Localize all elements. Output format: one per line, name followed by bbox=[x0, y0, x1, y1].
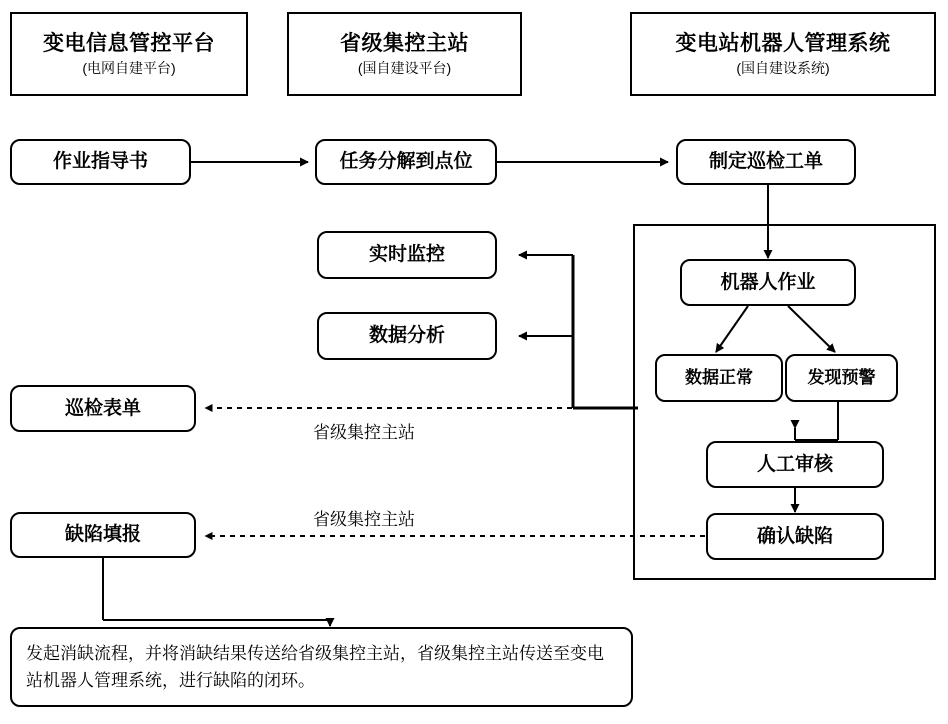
node-confirm-defect[interactable] bbox=[706, 513, 884, 560]
header-subtitle: (国自建设平台) bbox=[357, 59, 452, 76]
header-box-provincial-master-station bbox=[287, 12, 522, 96]
node-label: 数据正常 bbox=[685, 368, 753, 388]
node-robot-operation[interactable] bbox=[680, 259, 856, 306]
header-title: 变电站机器人管理系统 bbox=[675, 31, 891, 55]
header-box-substation-info-platform bbox=[10, 12, 248, 96]
node-label: 制定巡检工单 bbox=[708, 151, 823, 173]
node-label: 巡检表单 bbox=[64, 397, 141, 419]
node-label: 实时监控 bbox=[368, 244, 445, 266]
node-data-analysis[interactable] bbox=[317, 312, 497, 360]
node-label: 任务分解到点位 bbox=[339, 151, 473, 173]
node-defect-report[interactable] bbox=[10, 512, 196, 558]
node-label: 缺陷填报 bbox=[64, 524, 141, 546]
edge-label-inspection-form: 省级集控主站 bbox=[313, 423, 415, 442]
header-title: 变电信息管控平台 bbox=[43, 31, 215, 55]
node-task-decompose[interactable] bbox=[315, 139, 497, 185]
node-label: 机器人作业 bbox=[720, 271, 816, 293]
header-box-robot-management-system bbox=[630, 12, 936, 96]
header-subtitle: (电网自建平台) bbox=[82, 59, 176, 76]
node-label: 确认缺陷 bbox=[756, 525, 833, 547]
node-make-work-order[interactable] bbox=[676, 139, 856, 185]
node-label: 作业指导书 bbox=[52, 151, 148, 173]
summary-label: 发起消缺流程，并将消缺结果传送给省级集控主站，省级集控主站传送至变电站机器人管理系统，进行缺陷的闭环。 bbox=[26, 643, 604, 690]
node-summary-text bbox=[10, 627, 633, 707]
node-label: 数据分析 bbox=[368, 325, 445, 347]
node-inspection-form[interactable] bbox=[10, 385, 196, 432]
edge-label-defect-report: 省级集控主站 bbox=[313, 510, 415, 529]
header-title: 省级集控主站 bbox=[340, 31, 469, 55]
node-label: 人工审核 bbox=[756, 453, 833, 475]
node-label: 发现预警 bbox=[807, 368, 876, 388]
node-realtime-monitor[interactable] bbox=[317, 231, 497, 279]
node-warning-found[interactable] bbox=[785, 354, 898, 402]
header-subtitle: (国自建设系统) bbox=[736, 59, 830, 76]
node-manual-review[interactable] bbox=[706, 441, 884, 488]
node-work-instruction[interactable] bbox=[10, 139, 191, 185]
node-data-normal[interactable] bbox=[655, 354, 783, 402]
